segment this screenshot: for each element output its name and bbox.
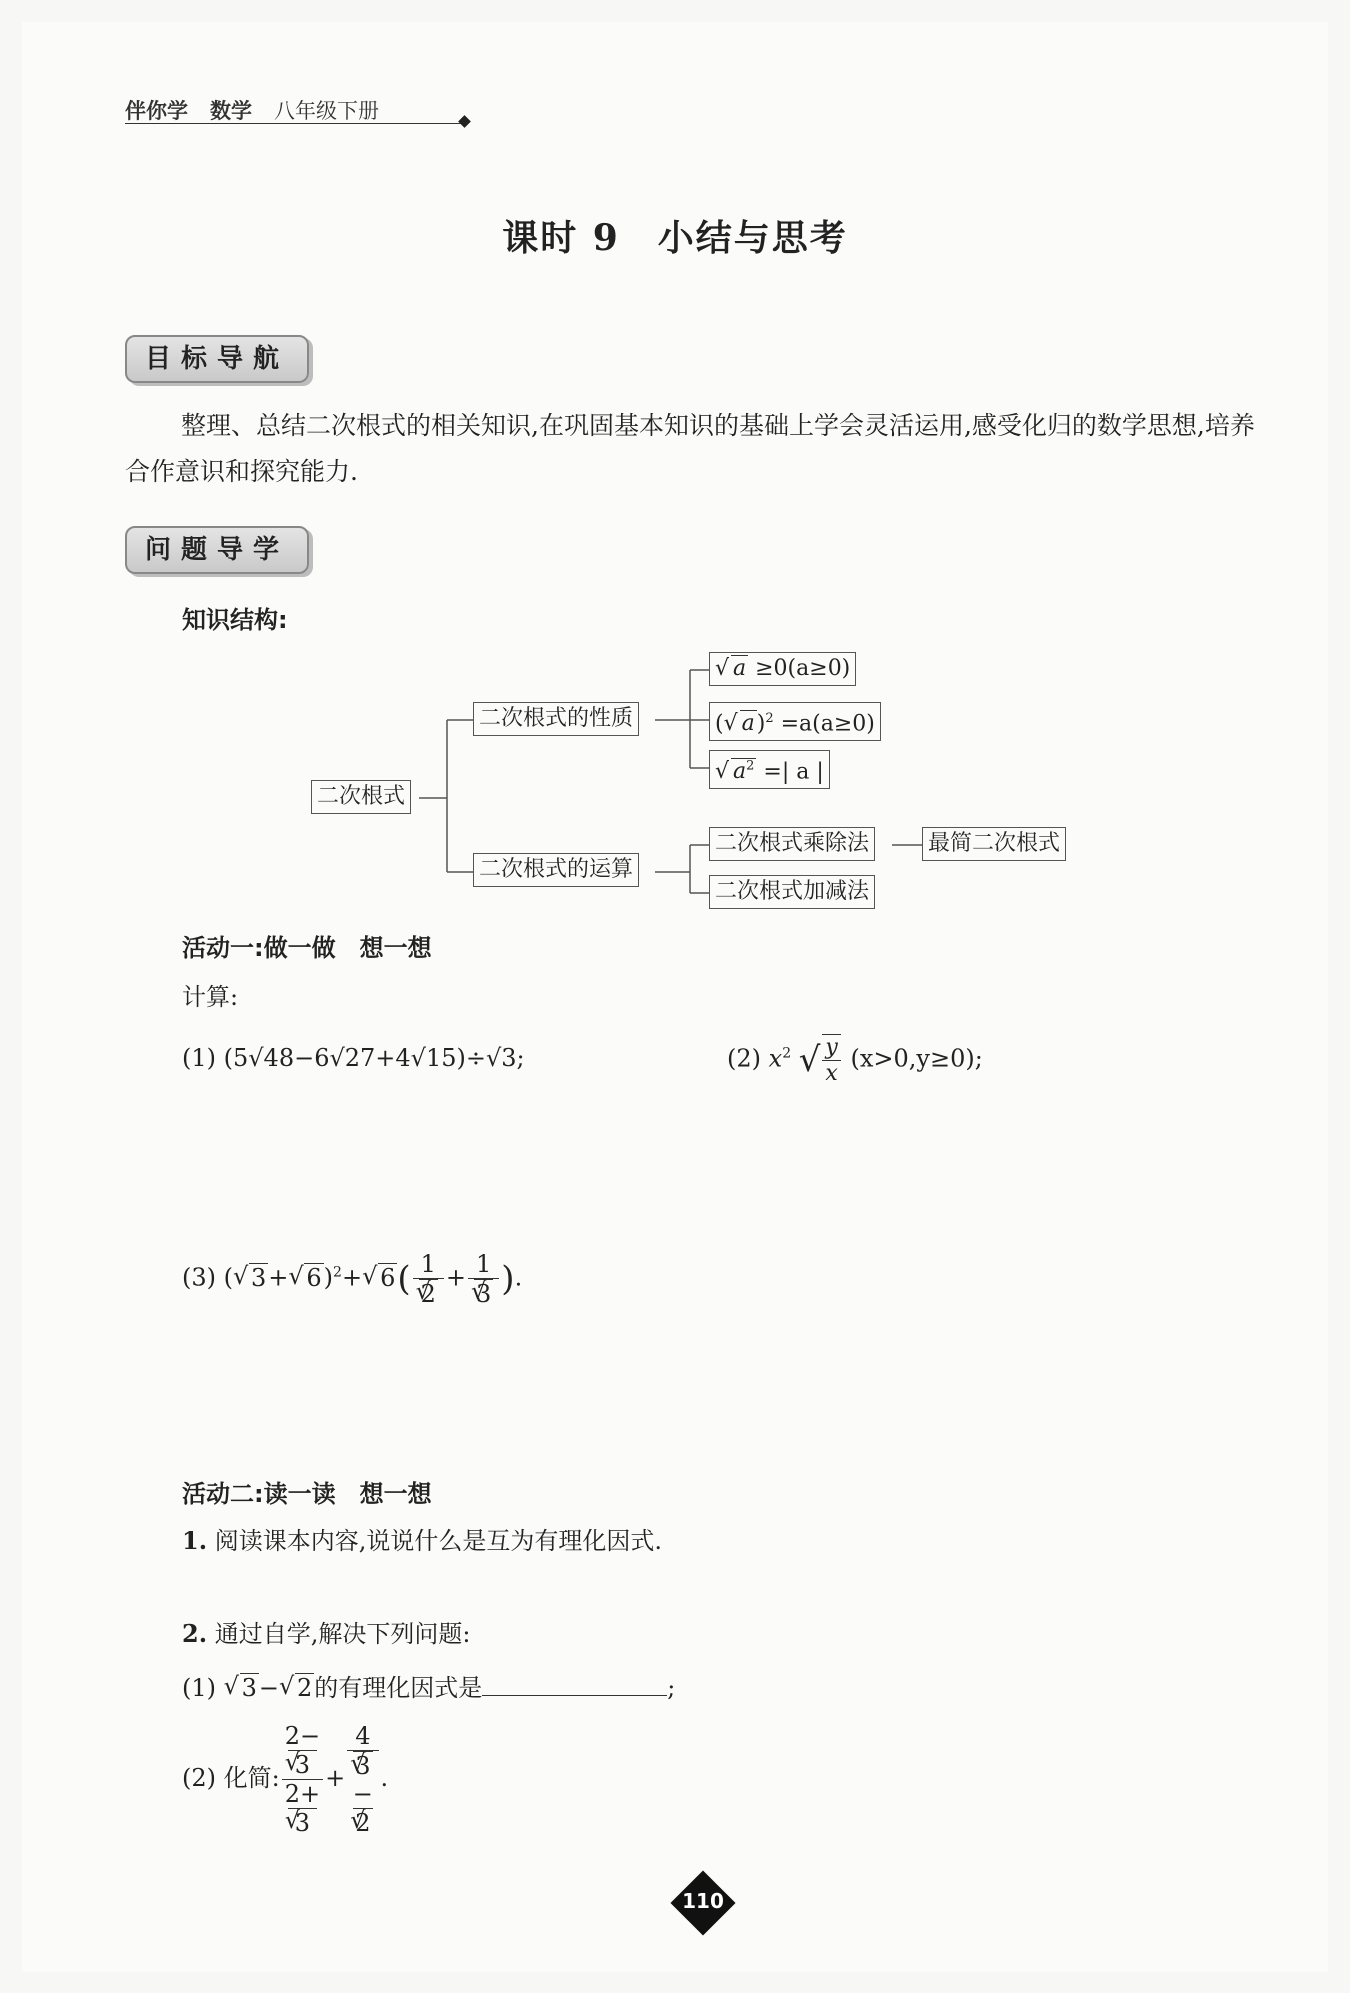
activity2-item-2-text: 通过自学,解决下列问题: bbox=[214, 1620, 471, 1648]
subject-name: 数学 bbox=[210, 99, 252, 123]
answer-blank[interactable] bbox=[482, 1669, 667, 1696]
branch-properties-node: 二次根式的性质 bbox=[473, 702, 639, 736]
operation-mult-div-node: 二次根式乘除法 bbox=[709, 827, 875, 861]
question-1: (1) (5√48−6√27+4√15)÷√3; bbox=[182, 1044, 525, 1072]
grade-name: 八年级下册 bbox=[274, 99, 379, 123]
sub-question-1: (1) √ 3−√ 2的有理化因式是 ; bbox=[182, 1668, 675, 1703]
branch-operations-node: 二次根式的运算 bbox=[473, 853, 639, 887]
property-node-3: √ $a^2$ =| a | bbox=[709, 750, 830, 789]
property-node-1: √ a ≥0(a≥0) bbox=[709, 652, 856, 686]
activity2-item-1: 1. 阅读课本内容,说说什么是互为有理化因式. bbox=[182, 1526, 662, 1555]
question-3: (3) (√ 3+√ 6)$^2$+√ 6( 1 √ 2 + 1 √ 3 ). bbox=[182, 1250, 522, 1308]
book-name: 伴你学 bbox=[125, 99, 188, 123]
activity1-prompt: 计算: bbox=[182, 983, 239, 1011]
root-node: 二次根式 bbox=[311, 780, 411, 814]
goals-paragraph: 整理、总结二次根式的相关知识,在巩固基本知识的基础上学会灵活运用,感受化归的数学思想,培养合作意识和探究能力. bbox=[125, 411, 1255, 486]
knowledge-label: 知识结构: bbox=[182, 606, 288, 634]
simplest-radical-node: 最简二次根式 bbox=[922, 827, 1066, 861]
question-2-condition: (x>0,y≥0); bbox=[850, 1044, 983, 1073]
guide-badge: 问题导学 bbox=[125, 526, 309, 574]
activity2-item-1-text: 阅读课本内容,说说什么是互为有理化因式. bbox=[214, 1527, 662, 1555]
question-3-label: (3) bbox=[182, 1263, 216, 1292]
operation-add-sub-node: 二次根式加减法 bbox=[709, 875, 875, 909]
activity1-title: 活动一:做一做 想一想 bbox=[182, 934, 432, 962]
question-2-label: (2) bbox=[727, 1044, 761, 1073]
page-number: 110 bbox=[682, 1889, 724, 1913]
property-node-2: (√ a)$^2$ =a(a≥0) bbox=[709, 702, 881, 741]
property-3-text: =| a | bbox=[763, 759, 824, 785]
property-2-text: =a(a≥0) bbox=[780, 711, 875, 737]
question-2: (2) $x^2$ √ $\frac{y}{x}$ (x>0,y≥0); bbox=[727, 1035, 983, 1086]
sub-question-2-label: (2) 化简: bbox=[182, 1764, 280, 1792]
goals-badge: 目标导航 bbox=[125, 335, 309, 383]
property-1-text: ≥0(a≥0) bbox=[755, 656, 851, 681]
activity2-title: 活动二:读一读 想一想 bbox=[182, 1480, 432, 1508]
lesson-title: 课时 9 小结与思考 bbox=[502, 217, 848, 259]
activity2-item-2: 2. 通过自学,解决下列问题: bbox=[182, 1619, 471, 1648]
sub-question-1-text: 的有理化因式是 bbox=[314, 1674, 483, 1702]
sub-question-2: (2) 化简: 2− √ 3 2+ √ 3 + 4 √ 3 − √ 2 . bbox=[182, 1722, 388, 1837]
